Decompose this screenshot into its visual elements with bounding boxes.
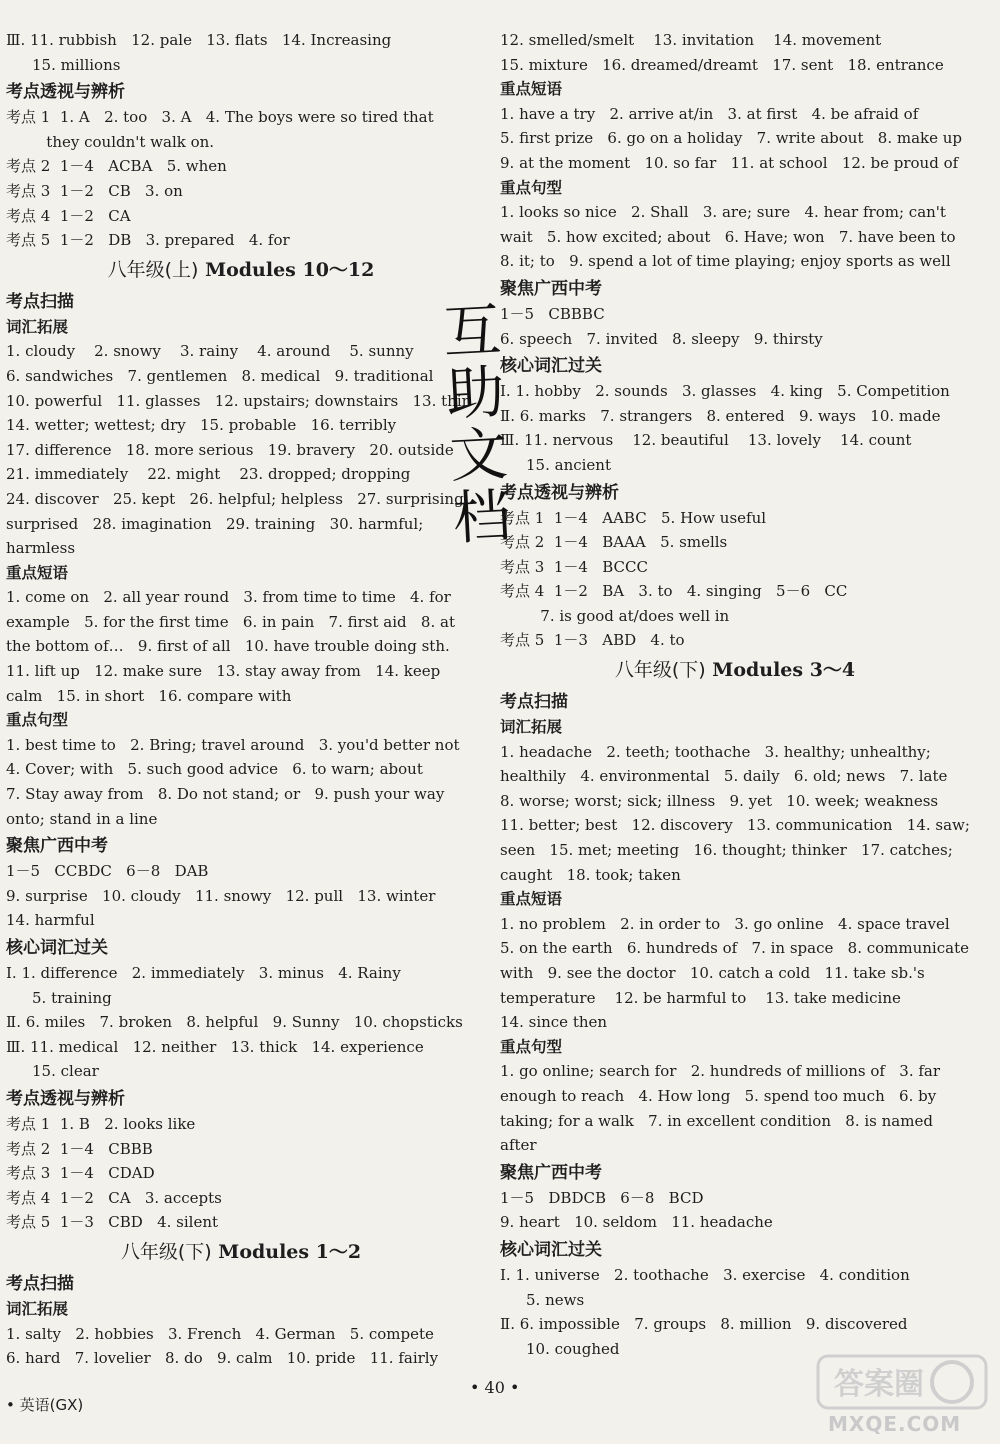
section-modules: Modules 1～2 bbox=[218, 1240, 362, 1263]
answer-line: 15. mixture 16. dreamed/dreamt 17. sent 18. entrance bbox=[500, 55, 944, 74]
answer-line: Ⅰ. 1. hobby 2. sounds 3. glasses 4. king 5. Competition bbox=[500, 382, 950, 401]
section-heading: 核心词汇过关 bbox=[6, 938, 108, 958]
answer-line: Ⅱ. 6. miles 7. broken 8. helpful 9. Sunny 10. chopsticks bbox=[6, 1013, 463, 1032]
page-number: • 40 • bbox=[470, 1378, 520, 1397]
answer-line: Ⅰ. 1. difference 2. immediately 3. minus 4. Rainy bbox=[6, 964, 401, 982]
answer-line: 1. cloudy 2. snowy 3. rainy 4. around 5. sunny bbox=[6, 342, 414, 361]
answer-line: the bottom of… 9. first of all 10. have trouble doing sth. bbox=[6, 637, 450, 656]
answer-line: 15. millions bbox=[32, 55, 121, 74]
subsection-heading: 重点句型 bbox=[500, 178, 563, 197]
answer-line: 考点 4 1－2 BA 3. to 4. singing 5－6 CC bbox=[500, 582, 848, 601]
watermark-url: MXQE.COM bbox=[828, 1412, 962, 1436]
answer-line: 考点 2 1－4 ACBA 5. when bbox=[6, 157, 227, 176]
answer-line: 5. news bbox=[526, 1290, 585, 1309]
answer-line: 考点 2 1－4 BAAA 5. smells bbox=[500, 533, 728, 552]
answer-line: Ⅰ. 1. universe 2. toothache 3. exercise 4. condition bbox=[500, 1265, 910, 1284]
answer-line: 11. lift up 12. make sure 13. stay away from 14. keep bbox=[6, 662, 441, 681]
answer-line: 6. speech 7. invited 8. sleepy 9. thirsty bbox=[500, 329, 823, 348]
subject-label: • 英语(GX) bbox=[6, 1396, 84, 1414]
section-heading: 核心词汇过关 bbox=[500, 356, 602, 377]
answer-line: 9. at the moment 10. so far 11. at school 12. be proud of bbox=[500, 153, 959, 172]
watermark-logo-text: 答案圈 bbox=[834, 1367, 924, 1402]
answer-line: 4. Cover; with 5. such good advice 6. to warn; about bbox=[6, 760, 423, 779]
answer-line: 考点 1 1. A 2. too 3. A 4. The boys were so tired that bbox=[6, 108, 434, 127]
answer-line: 24. discover 25. kept 26. helpful; helpless 27. surprising; bbox=[6, 489, 469, 508]
answer-line: seen 15. met; meeting 16. thought; thinker 17. catches; bbox=[500, 841, 953, 860]
answer-line: 10. coughed bbox=[526, 1339, 620, 1358]
answer-line: 1. salty 2. hobbies 3. French 4. German 5. compete bbox=[6, 1324, 434, 1343]
answer-line: 考点 1 1. B 2. looks like bbox=[6, 1114, 196, 1133]
handwritten-note bbox=[426, 295, 529, 553]
subsection-heading: 重点短语 bbox=[500, 890, 563, 909]
answer-line: 5. training bbox=[32, 988, 112, 1007]
subsection-heading: 重点句型 bbox=[6, 711, 69, 730]
answer-line: 1－5 DBDCB 6－8 BCD bbox=[500, 1188, 704, 1207]
answer-line: 考点 3 1－4 BCCC bbox=[500, 557, 648, 576]
answer-line: 12. smelled/smelt 13. invitation 14. movement bbox=[500, 31, 882, 49]
answer-line: 14. harmful bbox=[6, 911, 95, 930]
handwritten-char: 档 bbox=[451, 481, 513, 553]
section-heading: 聚焦广西中考 bbox=[500, 1162, 602, 1183]
answer-line: 7. Stay away from 8. Do not stand; or 9. push your way bbox=[6, 785, 445, 804]
answer-line: 7. is good at/does well in bbox=[526, 606, 730, 625]
left-column bbox=[6, 28, 476, 1371]
answer-line: 1. headache 2. teeth; toothache 3. healthy; unhealthy; bbox=[500, 742, 931, 761]
section-modules: Modules 3～4 bbox=[712, 659, 856, 682]
answer-line: 1. no problem 2. in order to 3. go online 4. space travel bbox=[500, 914, 950, 933]
handwritten-char: 互 bbox=[441, 295, 503, 367]
answer-line: enough to reach 4. How long 5. spend too much 6. by bbox=[500, 1086, 937, 1105]
answer-line: harmless bbox=[6, 539, 76, 558]
section-title bbox=[500, 655, 970, 685]
answer-line: 15. clear bbox=[32, 1062, 99, 1081]
subsection-heading: 重点短语 bbox=[500, 80, 563, 99]
answer-line: 8. it; to 9. spend a lot of time playing; enjoy sports as well bbox=[500, 252, 951, 271]
right-column bbox=[500, 28, 970, 1361]
answer-line: 11. better; best 12. discovery 13. communication 14. saw; bbox=[500, 816, 970, 835]
answer-line: 考点 4 1－2 CA bbox=[6, 206, 131, 225]
answer-line: 8. worse; worst; sick; illness 9. yet 10. week; weakness bbox=[500, 791, 939, 810]
answer-line: caught 18. took; taken bbox=[500, 865, 681, 884]
answer-line: 考点 5 1－2 DB 3. prepared 4. for bbox=[6, 231, 290, 250]
answer-line: 1. best time to 2. Bring; travel around 3. you'd better not bbox=[6, 735, 460, 754]
answer-line: 考点 1 1－4 AABC 5. How useful bbox=[500, 508, 767, 527]
answer-line: Ⅱ. 6. marks 7. strangers 8. entered 9. ways 10. made bbox=[500, 406, 941, 425]
answer-line: temperature 12. be harmful to 13. take medicine bbox=[500, 988, 901, 1007]
answer-line: surprised 28. imagination 29. training 30. harmful; bbox=[6, 514, 424, 533]
answer-line: 10. powerful 11. glasses 12. upstairs; downstairs 13. thin bbox=[6, 391, 472, 410]
answer-line: 考点 3 1－4 CDAD bbox=[6, 1164, 155, 1183]
answer-line: calm 15. in short 16. compare with bbox=[6, 686, 292, 705]
subsection-heading: 词汇拓展 bbox=[500, 718, 563, 737]
answer-line: 14. since then bbox=[500, 1013, 608, 1032]
section-heading: 考点透视与辨析 bbox=[6, 1088, 125, 1109]
subsection-heading: 词汇拓展 bbox=[6, 1299, 69, 1318]
section-heading: 考点透视与辨析 bbox=[6, 82, 125, 103]
section-title bbox=[6, 1237, 476, 1267]
answer-line: 1. looks so nice 2. Shall 3. are; sure 4. hear from; can't bbox=[500, 203, 946, 222]
answer-line: they couldn't walk on. bbox=[32, 132, 215, 151]
answer-line: 1－5 CCBDC 6－8 DAB bbox=[6, 862, 209, 881]
section-heading: 考点扫描 bbox=[6, 1273, 74, 1294]
answer-line: healthily 4. environmental 5. daily 6. old; news 7. late bbox=[500, 767, 948, 786]
answer-line: after bbox=[500, 1136, 537, 1155]
answer-line: Ⅲ. 11. nervous 12. beautiful 13. lovely 14. count bbox=[500, 431, 912, 450]
answer-line: 5. first prize 6. go on a holiday 7. write about 8. make up bbox=[500, 129, 963, 148]
answer-line: Ⅲ. 11. medical 12. neither 13. thick 14. experience bbox=[6, 1037, 424, 1056]
answer-line: 15. ancient bbox=[526, 455, 611, 474]
answer-line: 9. heart 10. seldom 11. headache bbox=[500, 1213, 773, 1232]
answer-line: taking; for a walk 7. in excellent condition 8. is named bbox=[500, 1111, 933, 1130]
subsection-heading: 词汇拓展 bbox=[6, 317, 69, 336]
answer-line: 考点 3 1－2 CB 3. on bbox=[6, 181, 183, 200]
answer-line: 1－5 CBBBC bbox=[500, 304, 605, 323]
section-modules: Modules 10～12 bbox=[205, 258, 375, 281]
handwritten-char: 助 bbox=[444, 357, 507, 429]
section-heading: 核心词汇过关 bbox=[500, 1239, 602, 1260]
answer-line: 考点 4 1－2 CA 3. accepts bbox=[6, 1188, 222, 1207]
answer-line: wait 5. how excited; about 6. Have; won 7. have been to bbox=[500, 227, 956, 246]
answer-line: 1. come on 2. all year round 3. from time to time 4. for bbox=[6, 588, 451, 607]
answer-line: 考点 5 1－3 CBD 4. silent bbox=[6, 1213, 219, 1232]
answer-line: 考点 5 1－3 ABD 4. to bbox=[500, 631, 685, 650]
answer-line: 6. sandwiches 7. gentlemen 8. medical 9. traditional bbox=[6, 366, 434, 385]
section-grade: 八年级(上) bbox=[107, 258, 199, 281]
answer-line: Ⅲ. 11. rubbish 12. pale 13. flats 14. Increasing bbox=[6, 31, 392, 49]
answer-line: 6. hard 7. lovelier 8. do 9. calm 10. pride 11. fairly bbox=[6, 1349, 439, 1368]
answer-line: 21. immediately 22. might 23. dropped; dropping bbox=[6, 465, 411, 484]
section-heading: 聚焦广西中考 bbox=[500, 278, 602, 299]
answer-line: 1. go online; search for 2. hundreds of millions of 3. far bbox=[500, 1062, 941, 1081]
answer-line: 9. surprise 10. cloudy 11. snowy 12. pull 13. winter bbox=[6, 886, 436, 905]
answer-line: 14. wetter; wettest; dry 15. probable 16. terribly bbox=[6, 416, 397, 435]
subsection-heading: 重点句型 bbox=[500, 1037, 563, 1056]
answer-line: 5. on the earth 6. hundreds of 7. in space 8. communicate bbox=[500, 939, 969, 958]
section-heading: 考点透视与辨析 bbox=[500, 482, 619, 503]
subsection-heading: 重点短语 bbox=[6, 563, 69, 582]
section-heading: 考点扫描 bbox=[6, 291, 74, 312]
answer-line: 1. have a try 2. arrive at/in 3. at first 4. be afraid of bbox=[500, 104, 919, 123]
answer-line: Ⅱ. 6. impossible 7. groups 8. million 9. discovered bbox=[500, 1315, 908, 1334]
answer-line: 17. difference 18. more serious 19. bravery 20. outside bbox=[6, 440, 454, 459]
section-title bbox=[6, 255, 476, 285]
answer-line: onto; stand in a line bbox=[6, 809, 158, 828]
answer-line: with 9. see the doctor 10. catch a cold 11. take sb.'s bbox=[500, 964, 925, 982]
answer-line: example 5. for the first time 6. in pain 7. first aid 8. at bbox=[6, 612, 455, 631]
section-grade: 八年级(下) bbox=[120, 1240, 212, 1263]
handwritten-char: 文 bbox=[447, 419, 510, 491]
section-grade: 八年级(下) bbox=[614, 659, 706, 682]
answer-line: 考点 2 1－4 CBBB bbox=[6, 1139, 153, 1158]
section-heading: 考点扫描 bbox=[500, 692, 568, 713]
section-heading: 聚焦广西中考 bbox=[6, 836, 108, 857]
